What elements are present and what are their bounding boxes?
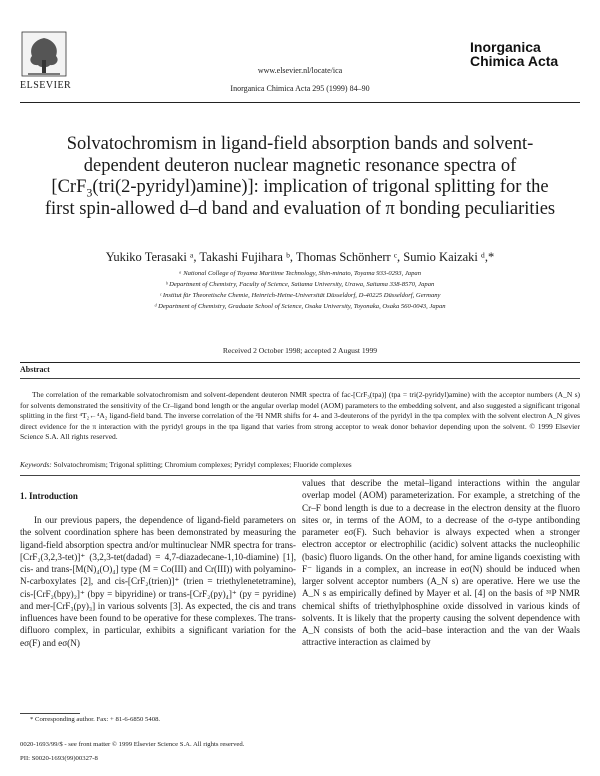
affiliation-d: ᵈ Department of Chemistry, Graduate School of Science, Osaka University, Toyonaka, Osaka 560-0043, Japan — [154, 303, 446, 310]
publisher-name: ELSEVIER — [20, 80, 72, 91]
keywords-line — [20, 460, 580, 469]
keywords-label: Keywords: — [20, 460, 52, 469]
section-heading-introduction: 1. Introduction — [20, 491, 78, 501]
received-dates: Received 2 October 1998; accepted 2 August 1999 — [222, 346, 378, 355]
journal-logo-line1: Inorganica — [470, 39, 541, 55]
abstract-top-rule — [20, 362, 580, 363]
journal-citation: Inorganica Chimica Acta 295 (1999) 84–90 — [230, 84, 370, 93]
corresponding-author-footnote: * Corresponding author. Fax: + 81-6-6850 5408. — [30, 716, 161, 723]
affiliation-b: ᵇ Department of Chemistry, Faculty of Science, Saitama University, Urawa, Saitama 338-8570, Japan — [165, 281, 435, 288]
elsevier-logo — [20, 30, 72, 92]
intro-right-column: values that describe the metal–ligand interactions within the angular overlap model (AOM) parameterization. For example, a stretching of the Cr–F bond length is due to a decrease in the electron density at the fluoro sites or, in terms of the AOM, to a decrease of the σ-type antibonding parameter eσ(F). Such behavior is always expected when a stronger electron acceptor or electrophilic (acidic) solvent attacks the nucleophilic (basic) fluoro ligands. On the other hand, for amine ligands coexisting with F⁻ ligands in a complex, an increase in eσ(N) should be induced when larger solvent acceptor numbers (A_N s) are operative. Here we use the A_N s as empirically defined by Mayer et al. [4] on the basis of ³¹P NMR chemical shifts of triethylphosphine oxide dissolved in various kinds of solvents. It is likely that the property causing the solvent dependence with A_N consists of both the acid–base interaction and the van der Waals attractive interaction as claimed by — [302, 478, 580, 648]
affiliation-c: ᶜ Institut für Theoretische Chemie, Heinrich-Heine-Universität Düsseldorf, D-40225 Düsseldorf, Germany — [159, 292, 441, 299]
journal-logo-line2: Chimica Acta — [470, 53, 559, 69]
title-part2: (tri(2-pyridyl)amine)]: implication of trigonal splitting for the first spin-allowed d–d band and evaluation of π bonding peculiarities — [44, 177, 556, 219]
copyright-line: 0020-1693/99/$ - see front matter © 1999 Elsevier Science S.A. All rights reserved. — [20, 741, 245, 748]
pii-line: PII: S0020-1693(99)00327-8 — [20, 755, 98, 762]
keywords-text: Solvatochromism; Trigonal splitting; Chromium complexes; Pyridyl complexes; Fluoride complexes — [53, 460, 352, 469]
title-part1: Solvatochromism in ligand-field absorption bands and solvent-dependent deuteron nuclear magnetic resonance spectra of [CrF — [51, 134, 534, 197]
journal-url-link[interactable]: www.elsevier.nl/locate/ica — [257, 66, 343, 75]
keywords-rule — [20, 475, 580, 476]
elsevier-tree-icon — [20, 30, 68, 80]
intro-left-column: In our previous papers, the dependence of ligand-field parameters on the solvent coordination sphere has been demonstrated by measuring the ligand-field absorption spectra and/or multinuclear NMR spectra for trans-[CrF₂(3,2,3-tet)]⁺ (3,2,3-tet(dadad) = 4,7-diazadecane-1,10-diamine) [1], cis- and trans-[M(N)₄(O)₄] type (M = Co(III) and Cr(III)) with polyamino-N-carboxylates [2], and cis-[CrF₂(trien)]⁺ (trien = triethylenetetramine), cis-[CrF₂(bpy)₂]⁺ (bpy = bipyridine) or trans-[CrF₂(py)₄]⁺ (py = pyridine) and mer-[CrF₃(py)₃] in various solvents [3]. As expected, the cis and trans influences have been found to be operative for these complexes. The trans-difluoro complex, in particular, exhibits a significant variation for the eσ(F) and eσ(N) — [20, 515, 296, 648]
journal-logo — [470, 40, 580, 68]
article-title — [40, 134, 560, 220]
author-list: Yukiko Terasaki ᵃ, Takashi Fujihara ᵇ, Thomas Schönherr ᶜ, Sumio Kaizaki ᵈ,* — [105, 250, 495, 264]
abstract-text: The correlation of the remarkable solvatochromism and solvent-dependent deuteron NMR spectra of fac-[CrF₃(tpa)] (tpa = tri(2-pyridyl)amine) with the acceptor numbers (A_N s) for solvents demonstrated the sensitivity of the Cr–ligand bond length or the angular overlap model (AOM) parameters to the embedding solvent, and also suggested a significant trigonal splitting in the first ⁴T₂←⁴A₂ ligand-field band. The inverse correlation of the ²H NMR shifts for 4- and 3-deuterons of the pyridyl in the tpa complex with the solvent electron A_N gives direct evidence for the π interaction with the pyridyl groups in the tpa ligand that varies from strong acceptor to weak donor behavior depending upon the solvent. © 1999 Elsevier Science S.A. All rights reserved. — [20, 390, 580, 441]
affiliation-a: ᵃ National College of Toyama Maritime Technology, Shin-minato, Toyama 933-0293, Japan — [178, 270, 421, 277]
abstract-heading: Abstract — [20, 365, 50, 374]
abstract-heading-rule — [20, 378, 580, 379]
title-subscript: 3 — [86, 185, 93, 200]
footnote-rule — [20, 713, 80, 714]
header-divider — [20, 102, 580, 103]
